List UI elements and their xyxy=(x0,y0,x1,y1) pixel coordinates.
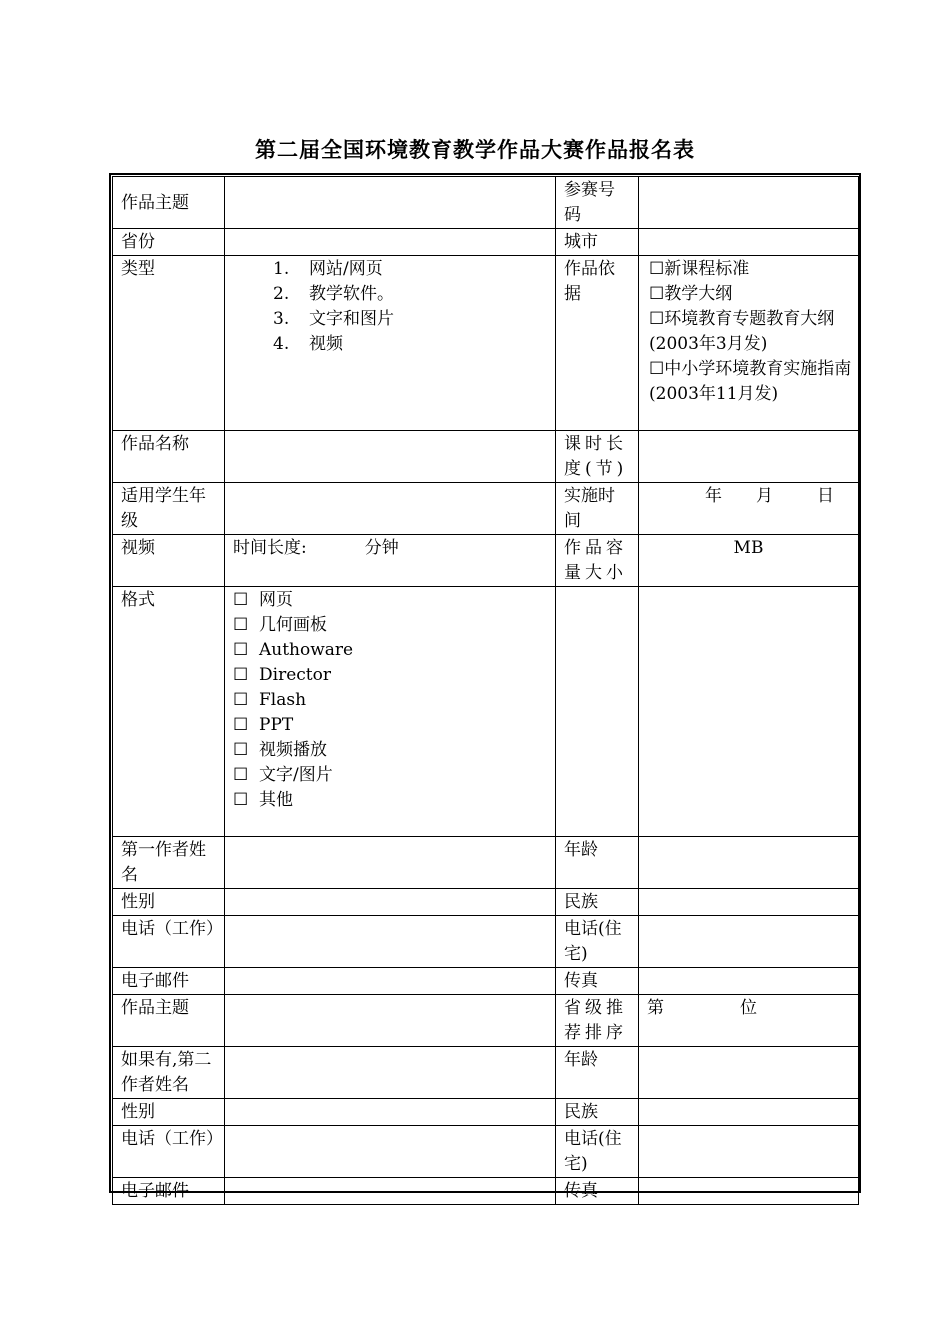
type-option[interactable] xyxy=(273,282,547,307)
format-option-label: PPT xyxy=(259,715,294,735)
author1-ethnicity-field[interactable] xyxy=(639,889,859,916)
author2-ethnicity-label: 民族 xyxy=(556,1099,639,1126)
author1-name-label: 第一作者姓名 xyxy=(113,837,225,889)
type-option[interactable] xyxy=(273,257,547,282)
table-row xyxy=(113,889,859,916)
impl-time-field[interactable] xyxy=(639,483,859,535)
checkbox-icon[interactable]: ☐ xyxy=(233,765,249,785)
author2-fax-label: 传真 xyxy=(556,1178,639,1205)
author1-fax-field[interactable] xyxy=(639,968,859,995)
province-field[interactable] xyxy=(225,229,556,256)
duration-field[interactable] xyxy=(225,535,556,587)
prov-rank-field[interactable] xyxy=(639,995,859,1047)
author2-phone-work-label: 电话（工作） xyxy=(113,1126,225,1178)
basis-option-checkbox[interactable]: ☐环境教育专题教育大纲(2003年3月发) xyxy=(649,309,835,354)
city-field[interactable] xyxy=(639,229,859,256)
author2-fax-field[interactable] xyxy=(639,1178,859,1205)
author1-name-field[interactable] xyxy=(225,837,556,889)
format-option[interactable] xyxy=(233,613,547,638)
basis-option-checkbox[interactable]: ☐中小学环境教育实施指南(2003年11月发) xyxy=(649,359,852,404)
author2-phone-home-field[interactable] xyxy=(639,1126,859,1178)
table-row xyxy=(113,1178,859,1205)
format-option[interactable] xyxy=(233,588,547,613)
lesson-length-field[interactable] xyxy=(639,431,859,483)
basis-label: 作品依据 xyxy=(556,256,639,431)
province-label: 省份 xyxy=(113,229,225,256)
author2-name-label: 如果有,第二作者姓名 xyxy=(113,1047,225,1099)
author2-email-label: 电子邮件 xyxy=(113,1178,225,1205)
duration-unit: 分钟 xyxy=(364,538,399,558)
author1-age-label: 年龄 xyxy=(556,837,639,889)
type-number: 4. xyxy=(273,334,290,354)
table-row xyxy=(113,995,859,1047)
author1-phone-work-label: 电话（工作） xyxy=(113,916,225,968)
checkbox-icon[interactable]: ☐ xyxy=(233,690,249,710)
empty-cell xyxy=(639,587,859,837)
type-option-label: 文字和图片 xyxy=(309,309,394,329)
format-option[interactable] xyxy=(233,763,547,788)
author1-email-label: 电子邮件 xyxy=(113,968,225,995)
table-row xyxy=(113,1099,859,1126)
checkbox-icon[interactable]: ☐ xyxy=(233,665,249,685)
checkbox-icon[interactable]: ☐ xyxy=(233,715,249,735)
author2-ethnicity-field[interactable] xyxy=(639,1099,859,1126)
author2-age-label: 年龄 xyxy=(556,1047,639,1099)
checkbox-icon[interactable]: ☐ xyxy=(233,640,249,660)
form-title: 第二届全国环境教育教学作品大赛作品报名表 xyxy=(255,138,695,162)
type-label: 类型 xyxy=(113,256,225,431)
size-unit: MB xyxy=(733,538,764,558)
topic-field[interactable] xyxy=(225,177,556,229)
format-option-label: Flash xyxy=(259,690,307,710)
author1-age-field[interactable] xyxy=(639,837,859,889)
prov-rank-label: 省级推荐排序 xyxy=(556,995,639,1047)
type-option-label: 视频 xyxy=(309,334,343,354)
city-label: 城市 xyxy=(556,229,639,256)
format-option[interactable] xyxy=(233,663,547,688)
author1-gender-field[interactable] xyxy=(225,889,556,916)
author1-ethnicity-label: 民族 xyxy=(556,889,639,916)
basis-option-checkbox[interactable]: ☐新课程标准 xyxy=(649,259,750,279)
table-row xyxy=(113,916,859,968)
format-option-label: 文字/图片 xyxy=(259,765,333,785)
basis-option-checkbox[interactable]: ☐教学大纲 xyxy=(649,284,733,304)
format-label: 格式 xyxy=(113,587,225,837)
format-option-label: 网页 xyxy=(259,590,293,610)
author2-gender-label: 性别 xyxy=(113,1099,225,1126)
table-row xyxy=(113,483,859,535)
impl-time-label: 实施时间 xyxy=(556,483,639,535)
format-option[interactable] xyxy=(233,713,547,738)
type-number: 1. xyxy=(273,259,290,279)
topic2-field[interactable] xyxy=(225,995,556,1047)
basis-options xyxy=(639,256,859,431)
topic-label: 作品主题 xyxy=(113,177,225,229)
author2-phone-work-field[interactable] xyxy=(225,1126,556,1178)
type-option-label: 教学软件。 xyxy=(309,284,394,304)
author2-phone-home-label: 电话(住宅) xyxy=(556,1126,639,1178)
format-option[interactable] xyxy=(233,638,547,663)
format-option[interactable] xyxy=(233,688,547,713)
format-option-label: 其他 xyxy=(259,790,293,810)
checkbox-icon[interactable]: ☐ xyxy=(233,740,249,760)
table-row xyxy=(113,177,859,229)
checkbox-icon[interactable]: ☐ xyxy=(233,590,249,610)
topic2-label: 作品主题 xyxy=(113,995,225,1047)
author1-fax-label: 传真 xyxy=(556,968,639,995)
type-options xyxy=(225,256,556,431)
grade-field[interactable] xyxy=(225,483,556,535)
empty-cell xyxy=(556,587,639,837)
size-field[interactable] xyxy=(639,535,859,587)
table-row xyxy=(113,431,859,483)
month-label: 月 xyxy=(756,486,773,506)
author1-gender-label: 性别 xyxy=(113,889,225,916)
year-label: 年 xyxy=(705,486,722,506)
work-name-label: 作品名称 xyxy=(113,431,225,483)
author2-age-field[interactable] xyxy=(639,1047,859,1099)
rank-prefix: 第 xyxy=(647,998,664,1018)
format-option-label: 几何画板 xyxy=(259,615,327,635)
rank-suffix: 位 xyxy=(740,998,757,1018)
checkbox-icon[interactable]: ☐ xyxy=(233,790,249,810)
table-row xyxy=(113,256,859,431)
author1-phone-home-label: 电话(住宅) xyxy=(556,916,639,968)
grade-label: 适用学生年级 xyxy=(113,483,225,535)
table-row xyxy=(113,968,859,995)
day-label: 日 xyxy=(817,486,834,506)
table-row xyxy=(113,837,859,889)
entry-no-label: 参赛号码 xyxy=(556,177,639,229)
entry-no-field[interactable] xyxy=(639,177,859,229)
author2-name-field[interactable] xyxy=(225,1047,556,1099)
checkbox-icon[interactable]: ☐ xyxy=(233,615,249,635)
format-option[interactable] xyxy=(233,738,547,763)
video-label: 视频 xyxy=(113,535,225,587)
format-option-label: Authoware xyxy=(259,640,354,660)
lesson-length-label: 课时长度(节) xyxy=(556,431,639,483)
format-options xyxy=(225,587,556,837)
table-row xyxy=(113,1047,859,1099)
registration-table xyxy=(112,176,859,1205)
author2-email-field[interactable] xyxy=(225,1178,556,1205)
author2-gender-field[interactable] xyxy=(225,1099,556,1126)
work-name-field[interactable] xyxy=(225,431,556,483)
format-option-label: 视频播放 xyxy=(259,740,327,760)
type-number: 2. xyxy=(273,284,290,304)
table-row xyxy=(113,1126,859,1178)
size-label: 作品容量大小 xyxy=(556,535,639,587)
duration-label: 时间长度: xyxy=(233,538,307,558)
type-option[interactable] xyxy=(273,307,547,332)
author1-phone-home-field[interactable] xyxy=(639,916,859,968)
table-row xyxy=(113,229,859,256)
type-option[interactable] xyxy=(273,332,547,357)
format-option-label: Director xyxy=(259,665,331,685)
author1-email-field[interactable] xyxy=(225,968,556,995)
format-option[interactable] xyxy=(233,788,547,813)
table-row xyxy=(113,535,859,587)
type-option-label: 网站/网页 xyxy=(309,259,383,279)
type-number: 3. xyxy=(273,309,290,329)
author1-phone-work-field[interactable] xyxy=(225,916,556,968)
table-row xyxy=(113,587,859,837)
